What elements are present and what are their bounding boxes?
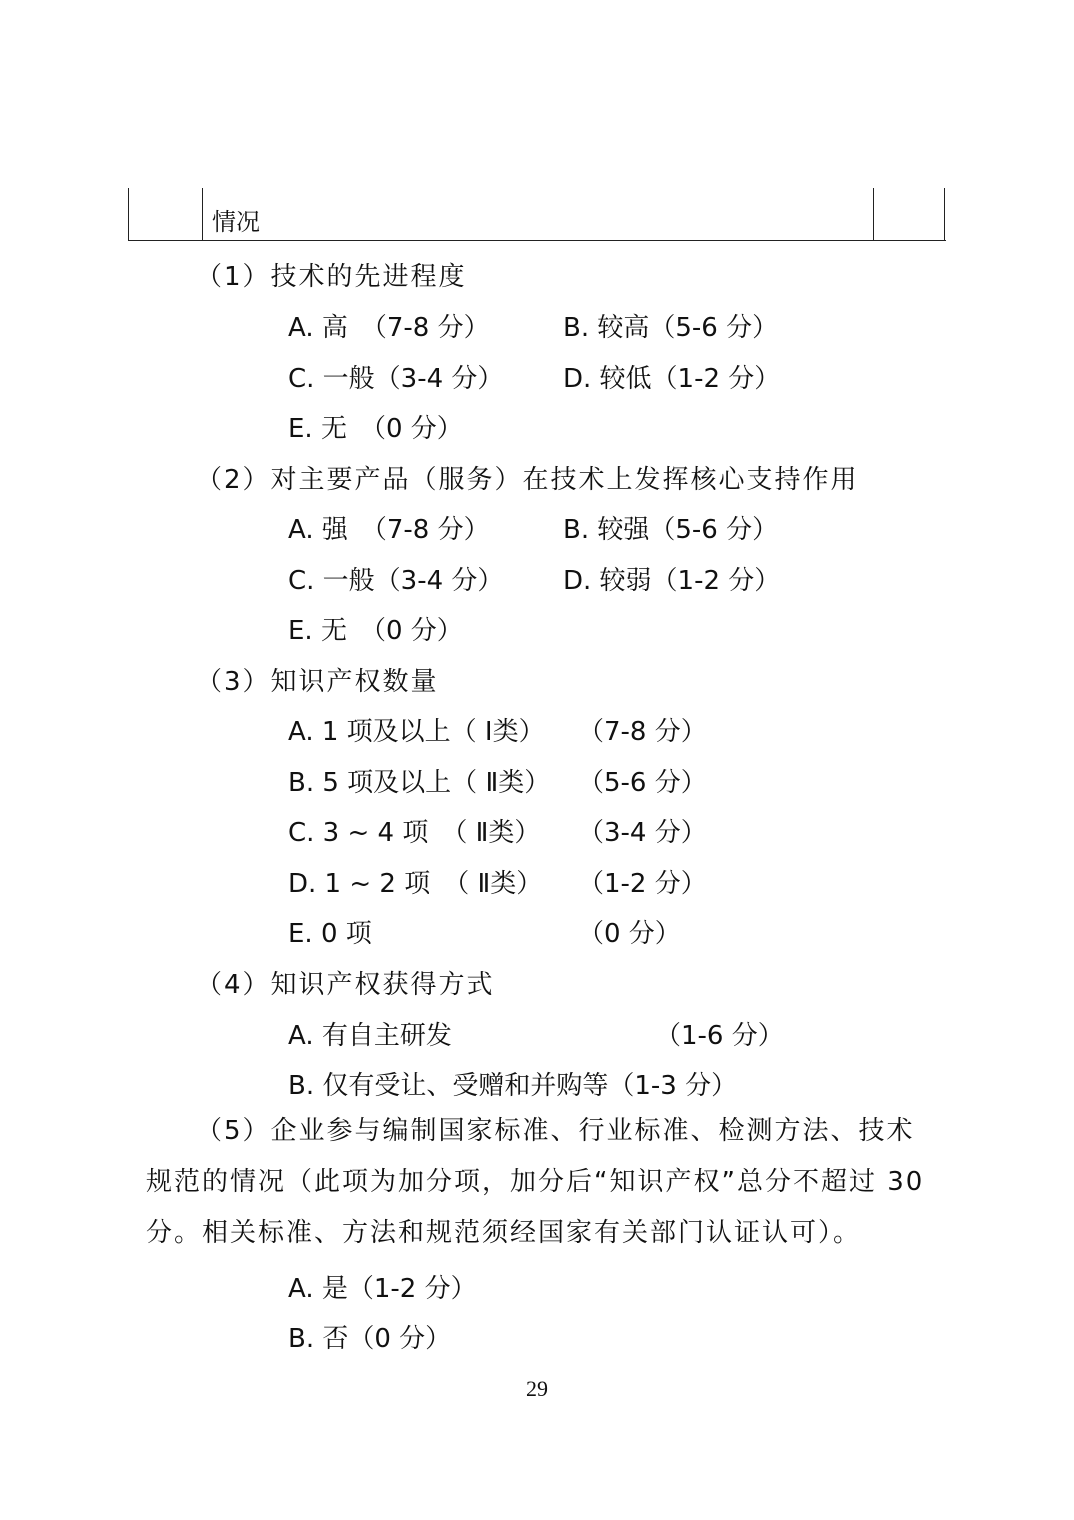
section-3-option-a-score: （7-8 分）	[578, 717, 707, 747]
section-1-option-a: A. 高 （7-8 分）	[288, 313, 490, 343]
section-3-option-c: C. 3 ~ 4 项 （ Ⅱ类）	[288, 818, 541, 848]
table-border-right	[944, 188, 945, 240]
section-3-option-d: D. 1 ~ 2 项 （ Ⅱ类）	[288, 869, 543, 899]
section-3-option-c-score: （3-4 分）	[578, 818, 707, 848]
section-1-option-e: E. 无 （0 分）	[288, 414, 463, 444]
section-4-option-b: B. 仅有受让、受赠和并购等（1-3 分）	[288, 1071, 738, 1101]
table-fragment	[128, 188, 946, 241]
section-5-paragraph: （5）企业参与编制国家标准、行业标准、检测方法、技术规范的情况（此项为加分项，加分后“知识产权”总分不超过 30 分。相关标准、方法和规范须经国家有关部门认证认可）。	[146, 1116, 925, 1248]
section-2-option-e: E. 无 （0 分）	[288, 616, 463, 646]
section-2-option-a: A. 强 （7-8 分）	[288, 515, 490, 545]
section-4-option-a: A. 有自主研发	[288, 1021, 452, 1051]
section-1-heading: （1）技术的先进程度	[196, 262, 467, 292]
table-border-left	[128, 188, 129, 240]
section-2-option-c: C. 一般（3-4 分）	[288, 566, 504, 596]
section-4-heading: （4）知识产权获得方式	[196, 970, 495, 1000]
section-2-option-b: B. 较强（5-6 分）	[563, 515, 779, 545]
section-3-option-e: E. 0 项	[288, 919, 372, 949]
section-3-option-d-score: （1-2 分）	[578, 869, 707, 899]
section-2-heading: （2）对主要产品（服务）在技术上发挥核心支持作用	[196, 465, 859, 495]
section-3-option-a: A. 1 项及以上（ Ⅰ类）	[288, 717, 545, 747]
section-1-option-b: B. 较高（5-6 分）	[563, 313, 779, 343]
table-border-inner-left	[202, 188, 203, 240]
page-number: 29	[526, 1376, 548, 1401]
section-5-option-b: B. 否（0 分）	[288, 1324, 452, 1354]
section-2-option-d: D. 较弱（1-2 分）	[563, 566, 781, 596]
section-3-option-b: B. 5 项及以上（ Ⅱ类）	[288, 768, 551, 798]
section-4-option-a-score: （1-6 分）	[655, 1021, 784, 1051]
table-border-inner-right	[873, 188, 874, 240]
table-cell-text: 情况	[212, 208, 260, 236]
section-3-heading: （3）知识产权数量	[196, 667, 439, 697]
section-1-option-d: D. 较低（1-2 分）	[563, 364, 781, 394]
section-3-option-b-score: （5-6 分）	[578, 768, 707, 798]
section-5-option-a: A. 是（1-2 分）	[288, 1274, 477, 1304]
section-1-option-c: C. 一般（3-4 分）	[288, 364, 504, 394]
section-3-option-e-score: （0 分）	[578, 919, 681, 949]
